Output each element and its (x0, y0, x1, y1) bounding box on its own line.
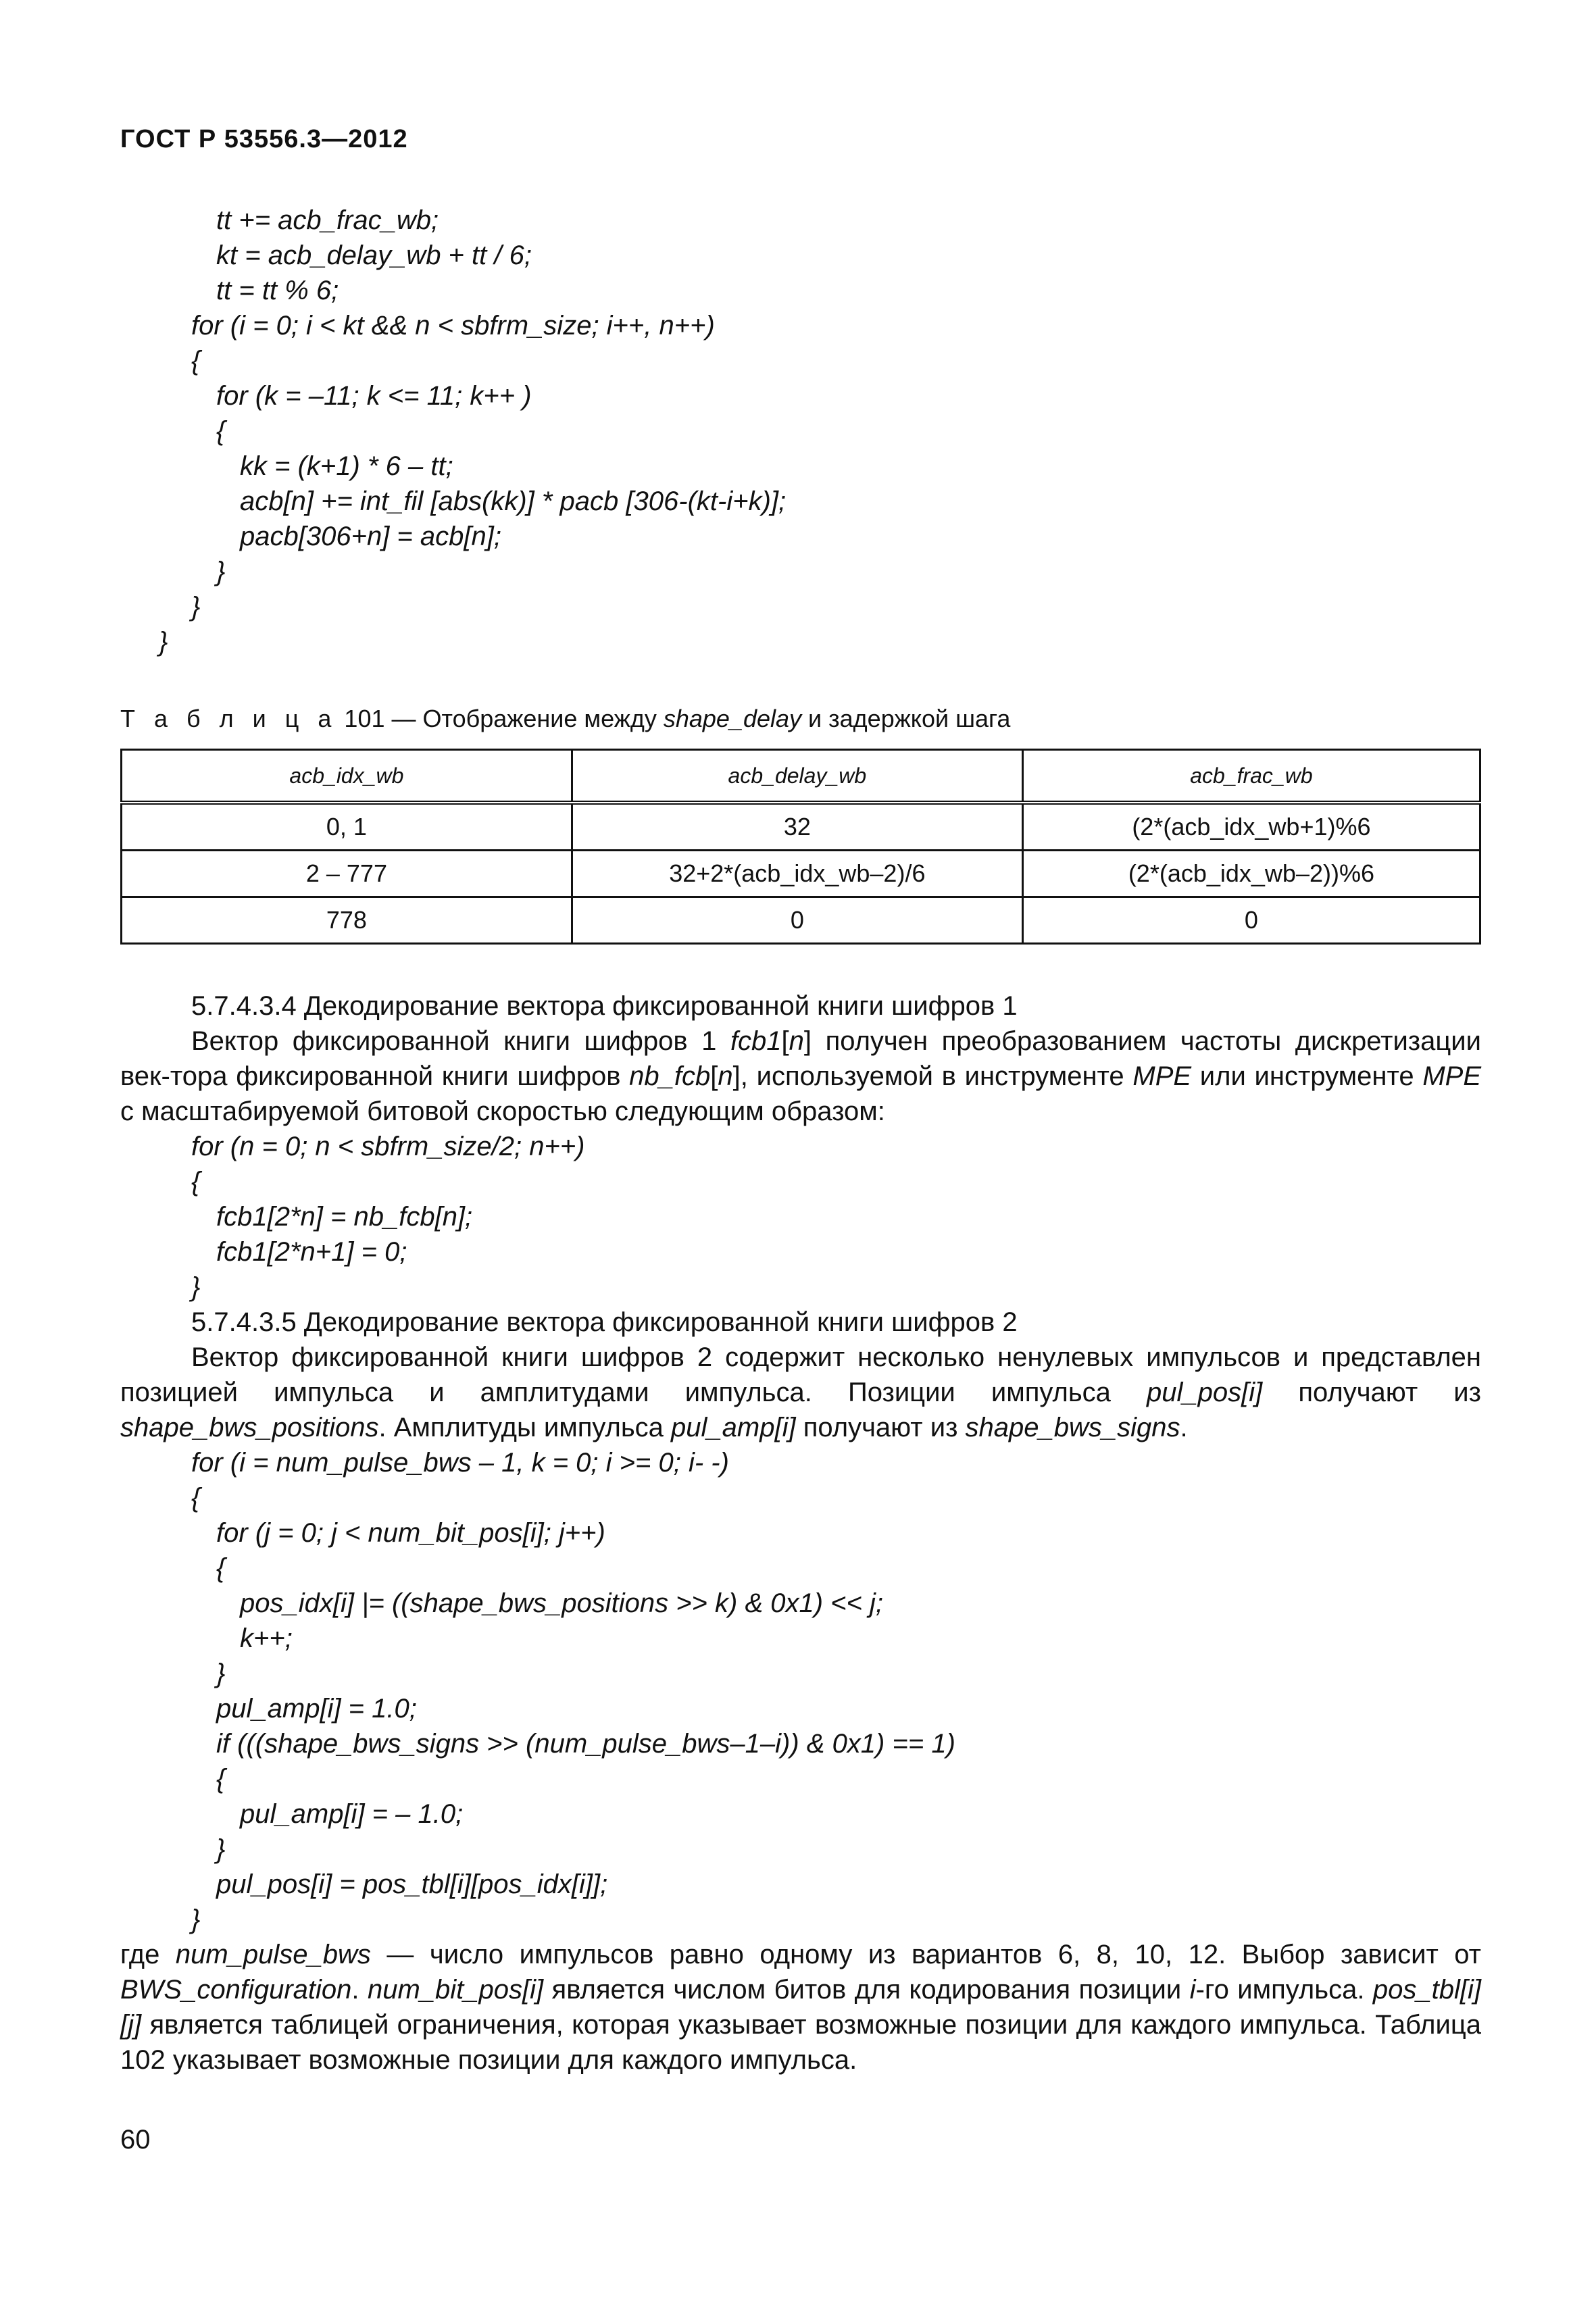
code-line: for (i = num_pulse_bws – 1, k = 0; i >= 0; i- -) (191, 1448, 729, 1478)
table-cell: 0 (572, 897, 1022, 944)
table-cell: 0 (1022, 897, 1480, 944)
code-line: kk = (k+1) * 6 – tt; (240, 451, 453, 481)
code-line: } (191, 1272, 201, 1302)
code-line: } (159, 627, 168, 657)
section-heading: 5.7.4.3.5 Декодирование вектора фиксированной книги шифров 2 (191, 1307, 1018, 1337)
table-row (122, 803, 1480, 851)
code-line: { (216, 1553, 226, 1583)
page-number: 60 (120, 2125, 151, 2155)
table-cell: (2*(acb_idx_wb–2))%6 (1022, 851, 1480, 897)
table-header-cell: acb_idx_wb (122, 750, 572, 803)
code-line: for (k = –11; k <= 11; k++ ) (216, 381, 532, 411)
code-line: pul_amp[i] = – 1.0; (240, 1799, 464, 1829)
code-line: for (i = 0; i < kt && n < sbfrm_size; i++, n++) (191, 311, 715, 341)
code-line: } (216, 557, 226, 586)
code-line: tt = tt % 6; (216, 276, 339, 305)
code-line: { (216, 1764, 226, 1794)
table-101 (120, 749, 1481, 945)
code-line: pacb[306+n] = acb[n]; (240, 522, 501, 551)
table-cell: 32 (572, 803, 1022, 851)
table-caption: Т а б л и ц а 101 — Отображение между shape_delay и задержкой шага (120, 705, 1011, 732)
code-line: for (j = 0; j < num_bit_pos[i]; j++) (216, 1518, 605, 1548)
table-row (122, 897, 1480, 944)
paragraph: где num_pulse_bws — число импульсов равно одному из вариантов 6, 8, 10, 12. Выбор зависит от BWS_configuration. num_bit_pos[i] является числом битов для кодирования позиции i-го импульса. pos_tbl[i][j] является таблицей ограничения, которая указывает возможные позиции для каждого импульса. Таблица 102 указывает возможные позиции для каждого импульса. (120, 1940, 1482, 2075)
table-cell: 778 (122, 897, 572, 944)
table-cell: (2*(acb_idx_wb+1)%6 (1022, 803, 1480, 851)
code-line: { (191, 1483, 201, 1513)
code-line: pos_idx[i] |= ((shape_bws_positions >> k) & 0x1) << j; (240, 1588, 884, 1618)
table-cell: 2 – 777 (122, 851, 572, 897)
code-line: } (191, 592, 201, 622)
code-line: if (((shape_bws_signs >> (num_pulse_bws–1–i)) & 0x1) == 1) (216, 1729, 955, 1759)
code-line: pul_amp[i] = 1.0; (216, 1694, 417, 1724)
code-line: k++; (240, 1624, 293, 1653)
code-line: { (191, 1167, 201, 1197)
code-line: pul_pos[i] = pos_tbl[i][pos_idx[i]]; (216, 1869, 608, 1899)
table-cell: 0, 1 (122, 803, 572, 851)
paragraph: Вектор фиксированной книги шифров 2 содержит несколько ненулевых импульсов и представлен позицией импульса и амплитудами импульса. Позиции импульса pul_pos[i] получают из shape_bws_positions. Амплитуды импульса pul_amp[i] получают из shape_bws_signs. (120, 1342, 1481, 1442)
table-header-cell: acb_frac_wb (1022, 750, 1480, 803)
code-line: kt = acb_delay_wb + tt / 6; (216, 241, 532, 270)
standard-header: ГОСТ Р 53556.3—2012 (120, 125, 408, 153)
table-header-row (122, 750, 1480, 803)
code-line: } (191, 1905, 201, 1934)
code-line: } (216, 1834, 226, 1864)
table-cell: 32+2*(acb_idx_wb–2)/6 (572, 851, 1022, 897)
section-heading: 5.7.4.3.4 Декодирование вектора фиксированной книги шифров 1 (191, 991, 1018, 1021)
code-line: for (n = 0; n < sbfrm_size/2; n++) (191, 1132, 585, 1161)
paragraph: Вектор фиксированной книги шифров 1 fcb1[n] получен преобразованием частоты дискретизации век-тора фиксированной книги шифров nb_fcb[n], используемой в инструменте MPE или инструменте MPE с масштабируемой битовой скоростью следующим образом: (120, 1026, 1482, 1126)
code-line: fcb1[2*n] = nb_fcb[n]; (216, 1202, 473, 1232)
code-line: tt += acb_frac_wb; (216, 205, 439, 235)
code-line: { (216, 416, 226, 446)
code-line: fcb1[2*n+1] = 0; (216, 1237, 407, 1267)
code-line: acb[n] += int_fil [abs(kk)] * pacb [306-(kt-i+k)]; (240, 486, 787, 516)
code-line: } (216, 1659, 226, 1688)
code-line: { (191, 346, 201, 376)
table-row (122, 851, 1480, 897)
table-header-cell: acb_delay_wb (572, 750, 1022, 803)
